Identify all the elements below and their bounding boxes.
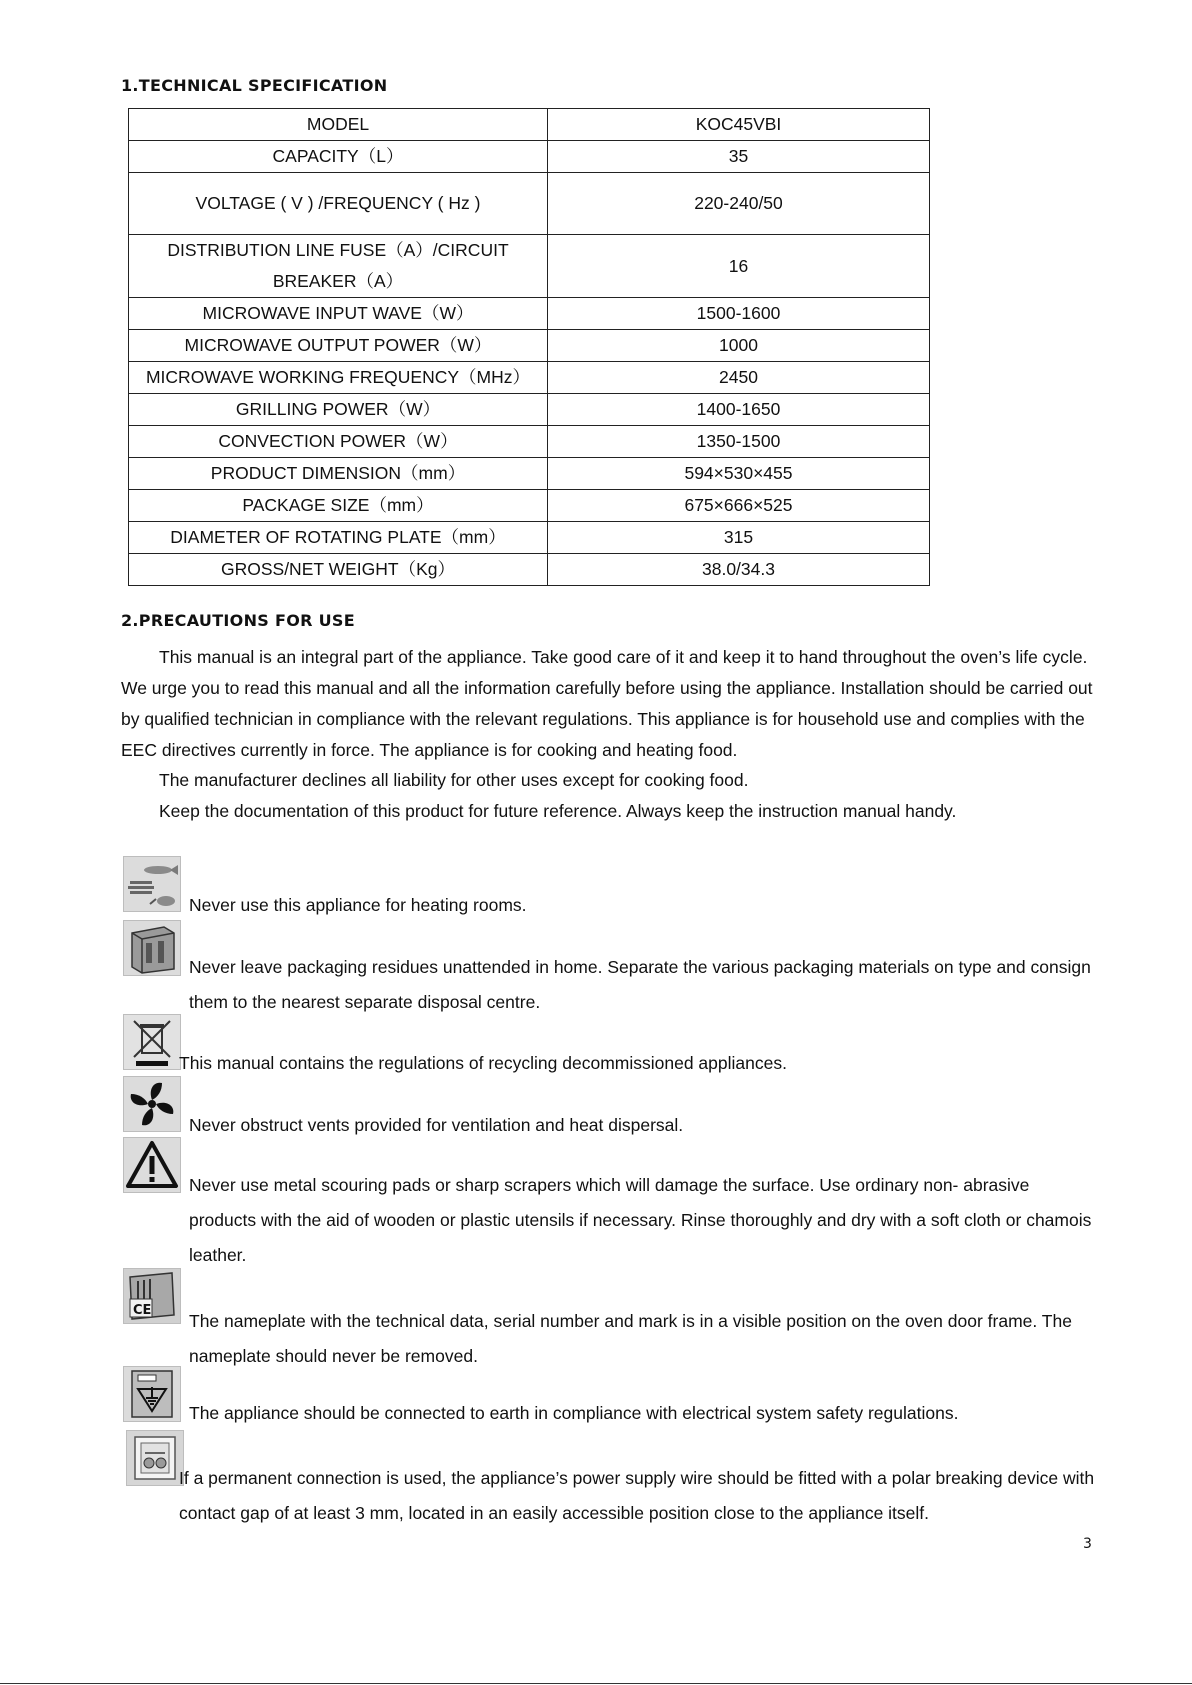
spec-param: CONVECTION POWER（W） bbox=[129, 426, 548, 458]
table-row bbox=[129, 426, 930, 458]
spec-param: MODEL bbox=[129, 109, 548, 141]
spec-param: GROSS/NET WEIGHT（Kg） bbox=[129, 554, 548, 586]
note-heating-rooms bbox=[121, 888, 1101, 923]
bottom-rule bbox=[0, 1683, 1192, 1684]
table-row bbox=[129, 141, 930, 173]
note-earthing bbox=[121, 1396, 1101, 1431]
tech-spec-heading: 1.TECHNICAL SPECIFICATION bbox=[121, 76, 388, 95]
precautions-heading: 2.PRECAUTIONS FOR USE bbox=[121, 611, 355, 630]
note-permanent-connection bbox=[121, 1461, 1101, 1531]
spec-table bbox=[128, 108, 930, 586]
spec-param: MICROWAVE INPUT WAVE（W） bbox=[129, 298, 548, 330]
liability-paragraph: The manufacturer declines all liability for other uses except for cooking food. bbox=[159, 770, 749, 790]
spec-param: VOLTAGE ( V ) /FREQUENCY ( Hz ) bbox=[129, 173, 548, 235]
spec-value: 16 bbox=[548, 235, 930, 298]
note-text: Never obstruct vents provided for ventilation and heat dispersal. bbox=[189, 1115, 684, 1135]
note-nameplate bbox=[121, 1304, 1101, 1374]
spec-value: 675×666×525 bbox=[548, 490, 930, 522]
spec-value: 315 bbox=[548, 522, 930, 554]
note-cleaning bbox=[121, 1168, 1101, 1273]
spec-value: 1350-1500 bbox=[548, 426, 930, 458]
note-recycling bbox=[121, 1046, 1101, 1081]
table-row bbox=[129, 330, 930, 362]
spec-param: DIAMETER OF ROTATING PLATE（mm） bbox=[129, 522, 548, 554]
spec-value: 1500-1600 bbox=[548, 298, 930, 330]
page-number: 3 bbox=[1083, 1536, 1092, 1552]
spec-value: 1000 bbox=[548, 330, 930, 362]
spec-value: KOC45VBI bbox=[548, 109, 930, 141]
spec-param: CAPACITY（L） bbox=[129, 141, 548, 173]
table-row bbox=[129, 490, 930, 522]
note-ventilation bbox=[121, 1108, 1101, 1143]
spec-param: GRILLING POWER（W） bbox=[129, 394, 548, 426]
spec-value: 35 bbox=[548, 141, 930, 173]
spec-value: 38.0/34.3 bbox=[548, 554, 930, 586]
intro-paragraph: This manual is an integral part of the appliance. Take good care of it and keep it to hand throughout the oven’s life cycle. We urge you to read this manual and all the information carefully before using the appliance. Installation should be carried out by qualified technician in compliance with the relevant regulations. This appliance is for household use and complies with the EEC directives currently in force. The appliance is for cooking and heating food. bbox=[121, 647, 1093, 760]
svg-text:CE: CE bbox=[133, 1303, 152, 1318]
spec-param: DISTRIBUTION LINE FUSE（A）/CIRCUIT BREAKER（A） bbox=[129, 235, 548, 298]
spec-param: PACKAGE SIZE（mm） bbox=[129, 490, 548, 522]
spec-value: 220-240/50 bbox=[548, 173, 930, 235]
table-row bbox=[129, 298, 930, 330]
table-row bbox=[129, 109, 930, 141]
table-row bbox=[129, 394, 930, 426]
note-packaging bbox=[121, 950, 1101, 1020]
note-text: The appliance should be connected to earth in compliance with electrical system safety regulations. bbox=[189, 1403, 959, 1423]
spec-value: 1400-1650 bbox=[548, 394, 930, 426]
spec-value: 594×530×455 bbox=[548, 458, 930, 490]
note-text: Never use this appliance for heating rooms. bbox=[189, 895, 527, 915]
table-row bbox=[129, 173, 930, 235]
note-text: This manual contains the regulations of recycling decommissioned appliances. bbox=[179, 1053, 787, 1073]
note-text: The nameplate with the technical data, serial number and mark is in a visible position on the oven door frame. The nameplate should never be removed. bbox=[189, 1311, 1072, 1366]
note-text: If a permanent connection is used, the appliance’s power supply wire should be fitted with a polar breaking device with contact gap of at least 3 mm, located in an easily accessible position close to the appliance itself. bbox=[179, 1468, 1095, 1523]
table-row bbox=[129, 554, 930, 586]
spec-param: PRODUCT DIMENSION（mm） bbox=[129, 458, 548, 490]
note-text: Never use metal scouring pads or sharp scrapers which will damage the surface. Use ordinary non- abrasive products with the aid of wooden or plastic utensils if necessary. Rinse thoroughly and dry with a soft cloth or chamois leather. bbox=[189, 1175, 1092, 1265]
table-row bbox=[129, 522, 930, 554]
table-row bbox=[129, 458, 930, 490]
table-row bbox=[129, 235, 930, 298]
table-row bbox=[129, 362, 930, 394]
spec-param: MICROWAVE OUTPUT POWER（W） bbox=[129, 330, 548, 362]
note-text: Never leave packaging residues unattended in home. Separate the various packaging materials on type and consign them to the nearest separate disposal centre. bbox=[189, 957, 1091, 1012]
spec-param: MICROWAVE WORKING FREQUENCY（MHz） bbox=[129, 362, 548, 394]
documentation-paragraph: Keep the documentation of this product for future reference. Always keep the instruction manual handy. bbox=[159, 801, 957, 821]
spec-value: 2450 bbox=[548, 362, 930, 394]
